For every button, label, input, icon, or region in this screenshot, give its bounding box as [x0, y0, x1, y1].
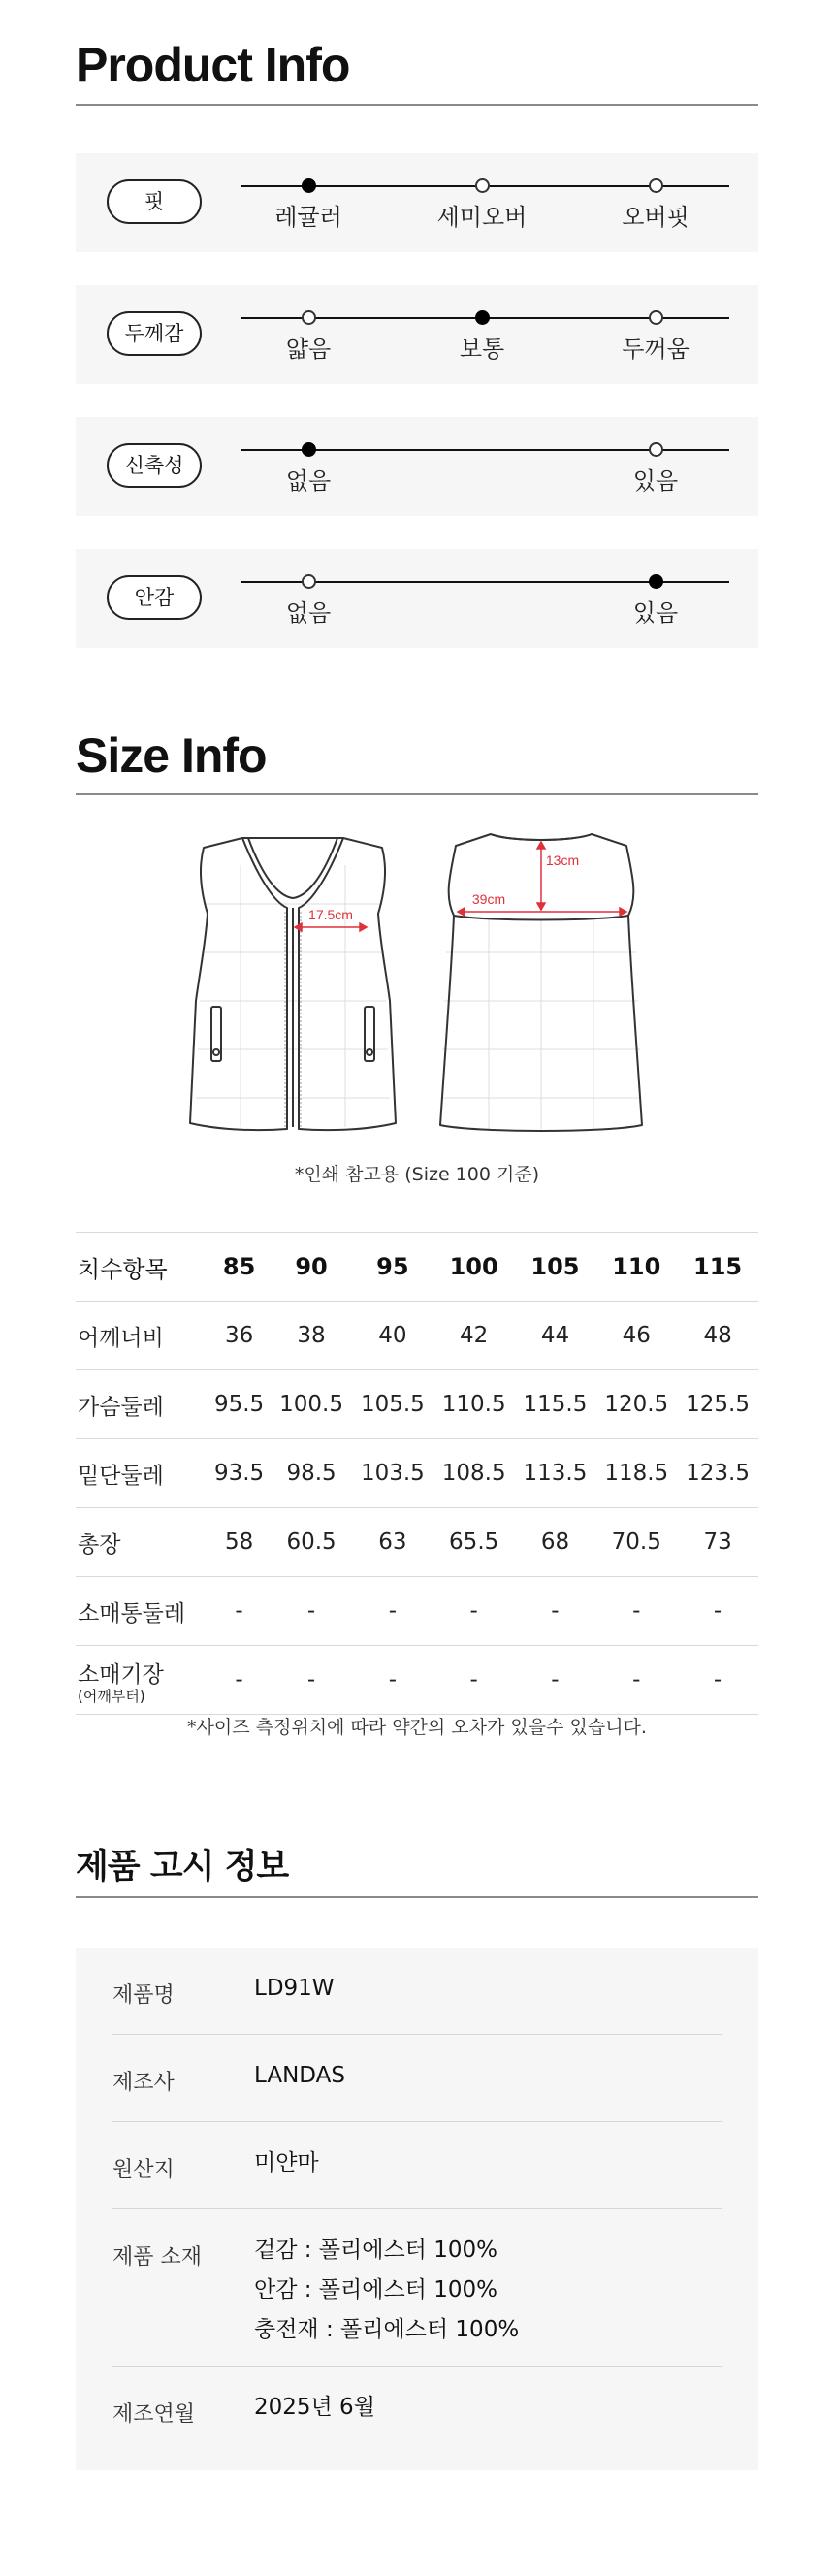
notice-value-line: 미얀마	[254, 2150, 319, 2175]
notice-label: 원산지	[112, 2158, 175, 2182]
measurement-name: 소매기장	[78, 1661, 164, 1688]
chest-dimension-arrow	[295, 923, 367, 931]
size-value-cell: 44	[515, 1302, 596, 1370]
scale-dot-selected	[649, 574, 663, 589]
size-table-row	[76, 1439, 758, 1508]
scale-dot	[475, 178, 490, 193]
size-value-cell: -	[352, 1577, 433, 1646]
measurement-note: *사이즈 측정위치에 따라 약간의 오차가 있을수 있습니다.	[187, 1717, 647, 1738]
size-column-header: 110	[595, 1233, 677, 1302]
size-table-row	[76, 1577, 758, 1646]
size-value-cell: 103.5	[352, 1439, 433, 1508]
product-info-title: Product Info	[76, 38, 350, 92]
size-value-cell: -	[208, 1646, 271, 1715]
notice-row	[112, 2035, 722, 2122]
attribute-pill: 두께감	[107, 311, 202, 356]
measurement-name: 소매통둘레	[78, 1600, 186, 1626]
scale-dot-selected	[475, 310, 490, 325]
size-value-cell: 63	[352, 1508, 433, 1577]
size-column-header: 105	[515, 1233, 596, 1302]
size-value-cell: 58	[208, 1508, 271, 1577]
size-value-cell: 100.5	[271, 1370, 352, 1439]
scale-option-label: 없음	[285, 467, 332, 495]
size-value-cell: 93.5	[208, 1439, 271, 1508]
notice-label: 제품명	[112, 1983, 175, 2008]
size-value-cell: -	[515, 1577, 596, 1646]
notice-value-line: 안감 : 폴리에스터 100%	[254, 2277, 497, 2302]
size-value-cell: -	[433, 1577, 515, 1646]
size-column-header: 85	[208, 1233, 271, 1302]
measurement-name: 밑단둘레	[78, 1463, 164, 1489]
measurement-label	[76, 1302, 208, 1370]
size-header-row	[76, 1233, 758, 1302]
scale-option-label: 두꺼움	[622, 336, 690, 363]
size-header-label: 치수항목	[76, 1233, 208, 1302]
product-info-row	[76, 285, 758, 384]
size-column-header: 100	[433, 1233, 515, 1302]
size-value-cell: 48	[677, 1302, 758, 1370]
measurement-label	[76, 1439, 208, 1508]
size-value-cell: 118.5	[595, 1439, 677, 1508]
product-info-divider	[76, 104, 758, 106]
back-width-dimension-label: 39cm	[471, 891, 506, 907]
size-value-cell: -	[595, 1577, 677, 1646]
size-column-header: 95	[352, 1233, 433, 1302]
size-column-header: 90	[271, 1233, 352, 1302]
size-info-divider	[76, 793, 758, 795]
notice-value	[254, 1969, 335, 2009]
measurement-label	[76, 1370, 208, 1439]
scale-option-label: 세미오버	[436, 204, 528, 231]
size-value-cell: 113.5	[515, 1439, 596, 1508]
size-value-cell: -	[515, 1646, 596, 1715]
size-value-cell: 73	[677, 1508, 758, 1577]
vest-back-diagram	[433, 826, 650, 1146]
size-value-cell: 38	[271, 1302, 352, 1370]
notice-value	[254, 2056, 345, 2096]
size-value-cell: 95.5	[208, 1370, 271, 1439]
attribute-pill: 신축성	[107, 443, 202, 488]
size-value-cell: 98.5	[271, 1439, 352, 1508]
scale-option-label: 보통	[459, 336, 505, 363]
notice-row	[112, 2209, 722, 2367]
product-info-row	[76, 153, 758, 252]
vest-front-diagram	[184, 826, 401, 1146]
scale-dot	[649, 442, 663, 457]
scale-dot	[302, 574, 316, 589]
size-value-cell: 70.5	[595, 1508, 677, 1577]
scale-option-label: 얇음	[285, 336, 332, 363]
attribute-pill: 안감	[107, 575, 202, 620]
scale-option-label: 없음	[285, 599, 332, 627]
notice-value	[254, 2143, 319, 2183]
measurement-label	[76, 1577, 208, 1646]
scale-option-label: 있음	[632, 599, 679, 627]
product-info-row	[76, 417, 758, 516]
scale-option-label: 오버핏	[622, 204, 690, 231]
measurement-name: 총장	[78, 1531, 121, 1558]
size-value-cell: -	[352, 1646, 433, 1715]
size-column-header: 115	[677, 1233, 758, 1302]
product-notice-divider	[76, 1896, 758, 1898]
back-height-dimension-label: 13cm	[545, 853, 580, 868]
product-notice-box	[76, 1948, 758, 2470]
size-value-cell: -	[433, 1646, 515, 1715]
size-value-cell: 110.5	[433, 1370, 515, 1439]
size-table-row	[76, 1302, 758, 1370]
notice-value-line: 충전재 : 폴리에스터 100%	[254, 2317, 520, 2342]
size-value-cell: 36	[208, 1302, 271, 1370]
scale-dot	[649, 178, 663, 193]
size-value-cell: 115.5	[515, 1370, 596, 1439]
size-value-cell: 65.5	[433, 1508, 515, 1577]
measurement-name: 가슴둘레	[78, 1394, 164, 1420]
notice-row	[112, 1948, 722, 2035]
size-value-cell: 108.5	[433, 1439, 515, 1508]
measurement-sub-label: (어깨부터)	[78, 1687, 145, 1705]
scale-dot	[302, 310, 316, 325]
scale-dot-selected	[302, 178, 316, 193]
measurement-name: 어깨너비	[78, 1325, 164, 1351]
notice-row	[112, 2122, 722, 2209]
size-value-cell: 40	[352, 1302, 433, 1370]
size-info-title: Size Info	[76, 728, 267, 783]
size-table-row	[76, 1646, 758, 1715]
notice-label: 제조사	[112, 2071, 175, 2095]
notice-value-line: 겉감 : 폴리에스터 100%	[254, 2238, 497, 2263]
size-table	[76, 1232, 758, 1715]
size-table-row	[76, 1508, 758, 1577]
print-reference-note: *인쇄 참고용 (Size 100 기준)	[294, 1164, 540, 1185]
notice-label: 제품 소재	[112, 2245, 203, 2270]
notice-row	[112, 2367, 722, 2470]
attribute-pill: 핏	[107, 179, 202, 224]
measurement-label	[76, 1646, 208, 1715]
size-value-cell: 125.5	[677, 1370, 758, 1439]
scale-dot	[649, 310, 663, 325]
scale-option-label: 있음	[632, 467, 679, 495]
measurement-label	[76, 1508, 208, 1577]
size-value-cell: 123.5	[677, 1439, 758, 1508]
chest-dimension-label: 17.5cm	[308, 907, 353, 922]
scale-option-label: 레귤러	[274, 204, 342, 231]
size-value-cell: 60.5	[271, 1508, 352, 1577]
size-value-cell: -	[208, 1577, 271, 1646]
size-value-cell: -	[595, 1646, 677, 1715]
size-value-cell: 68	[515, 1508, 596, 1577]
size-value-cell: 105.5	[352, 1370, 433, 1439]
notice-label: 제조연월	[112, 2402, 196, 2427]
product-info-row	[76, 549, 758, 648]
size-value-cell: -	[271, 1577, 352, 1646]
size-value-cell: 46	[595, 1302, 677, 1370]
size-value-cell: -	[271, 1646, 352, 1715]
notice-value	[254, 2231, 519, 2350]
notice-value-line: LANDAS	[254, 2063, 345, 2088]
size-value-cell: 42	[433, 1302, 515, 1370]
notice-value-line: 2025년 6월	[254, 2395, 375, 2420]
notice-value-line: LD91W	[254, 1976, 335, 2001]
product-notice-title: 제품 고시 정보	[76, 1848, 289, 1886]
scale-dot-selected	[302, 442, 316, 457]
size-value-cell: -	[677, 1577, 758, 1646]
size-value-cell: 120.5	[595, 1370, 677, 1439]
size-table-row	[76, 1370, 758, 1439]
notice-value	[254, 2388, 375, 2428]
size-value-cell: -	[677, 1646, 758, 1715]
